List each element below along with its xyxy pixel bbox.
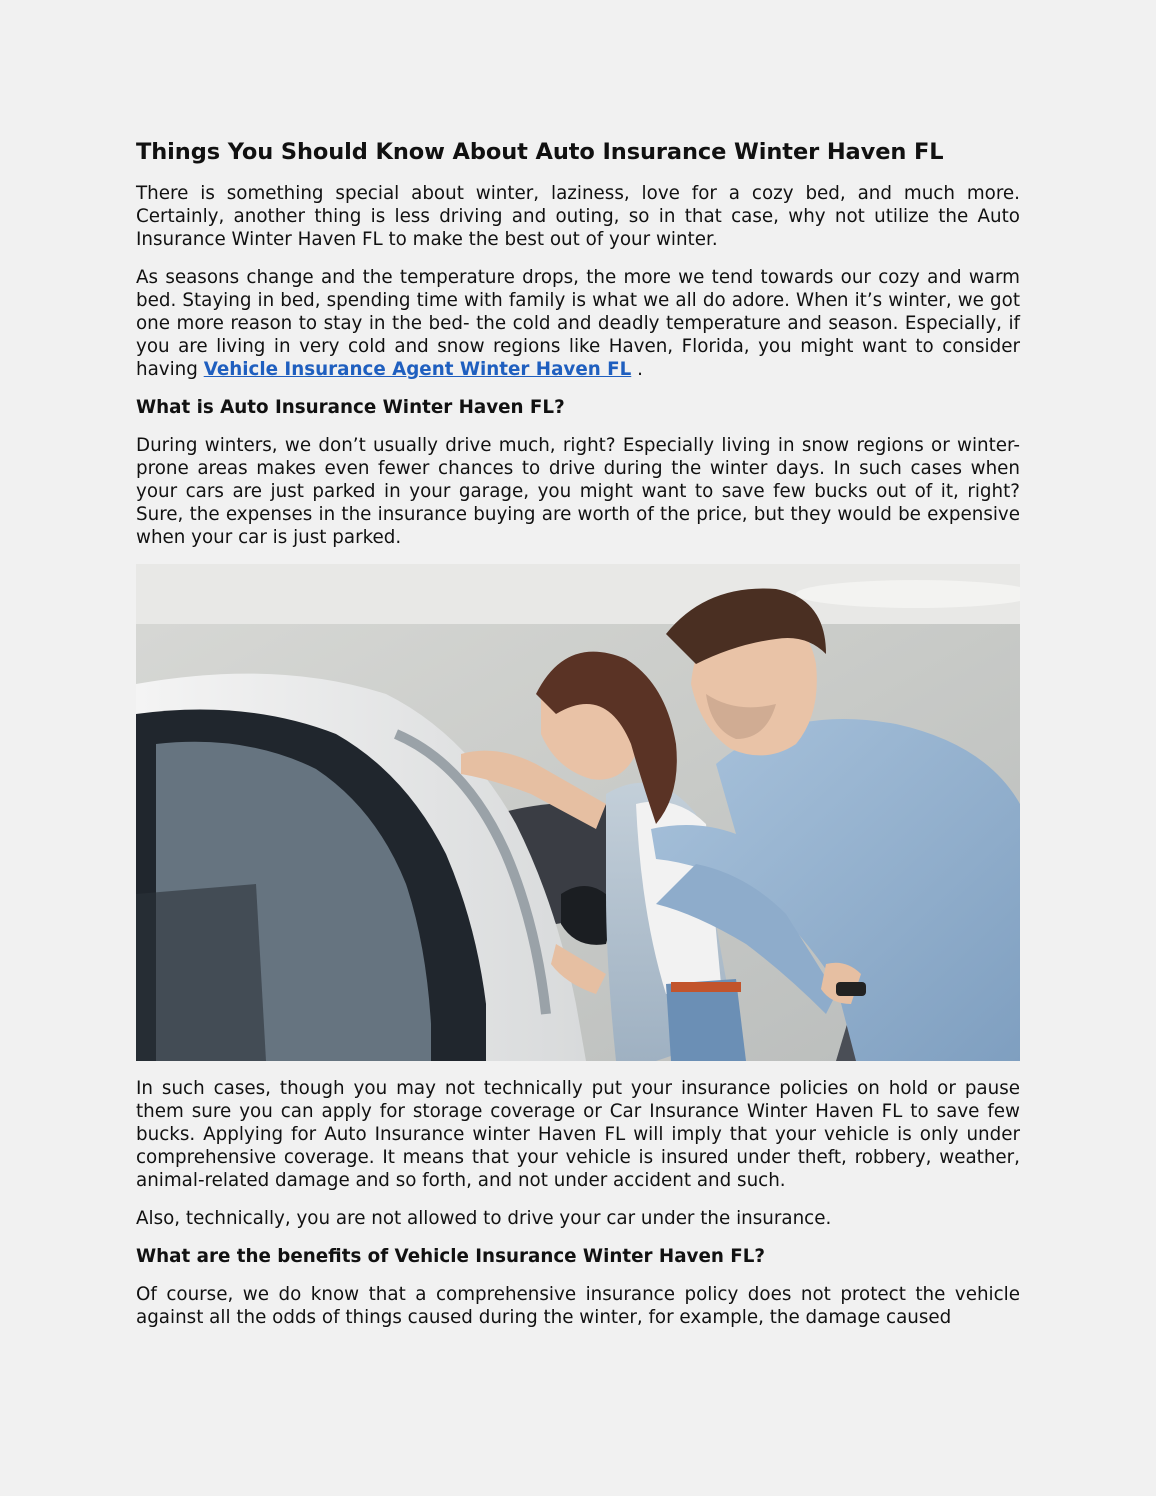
storage-coverage-paragraph: In such cases, though you may not technically put your insurance policies on hold or pause them sure you can apply for storage coverage or Car Insurance Winter Haven FL to save few bucks. Applying for Auto Insurance winter Haven FL will imply that your vehicle is only under comprehensive coverage. It means that your vehicle is insured under theft, robbery, weather, animal-related damage and so forth, and not under accident and such. — [136, 1078, 1020, 1191]
seasons-paragraph — [136, 266, 1020, 381]
section-heading-what-is: What is Auto Insurance Winter Haven FL? — [136, 397, 565, 418]
not-allowed-paragraph: Also, technically, you are not allowed to drive your car under the insurance. — [136, 1208, 832, 1229]
section-heading-benefits: What are the benefits of Vehicle Insurance Winter Haven FL? — [136, 1246, 765, 1267]
winters-paragraph: During winters, we don’t usually drive much, right? Especially living in snow regions or winter-prone areas makes even fewer chances to drive during the winter days. In such cases when your cars are just parked in your garage, you might want to save few bucks out of it, right? Sure, the expenses in the insurance buying are worth of the price, but they would be expensive when your car is just parked. — [136, 435, 1020, 548]
intro-paragraph: There is something special about winter, laziness, love for a cozy bed, and much more. Certainly, another thing is less driving and outing, so in that case, why not utilize the Auto Insurance Winter Haven FL to make the best out of your winter. — [136, 183, 1020, 250]
vehicle-insurance-agent-link[interactable]: Vehicle Insurance Agent Winter Haven FL — [203, 359, 632, 380]
document-page — [136, 138, 1020, 1344]
couple-looking-at-car-photo — [136, 564, 1020, 1061]
seasons-paragraph-text: As seasons change and the temperature drops, the more we tend towards our cozy and warm bed. Staying in bed, spending time with family is what we all do adore. When it’s winter, we got one more reason to stay in the bed- the cold and deadly temperature and season. Especially, if you are living in very cold and snow regions like Haven, Florida, you might want to consider having — [136, 267, 1020, 380]
article-title: Things You Should Know About Auto Insurance Winter Haven FL — [136, 139, 944, 165]
benefits-paragraph: Of course, we do know that a comprehensive insurance policy does not protect the vehicle against all the odds of things caused during the winter, for example, the damage caused — [136, 1284, 1020, 1328]
seasons-paragraph-end: . — [631, 359, 643, 380]
